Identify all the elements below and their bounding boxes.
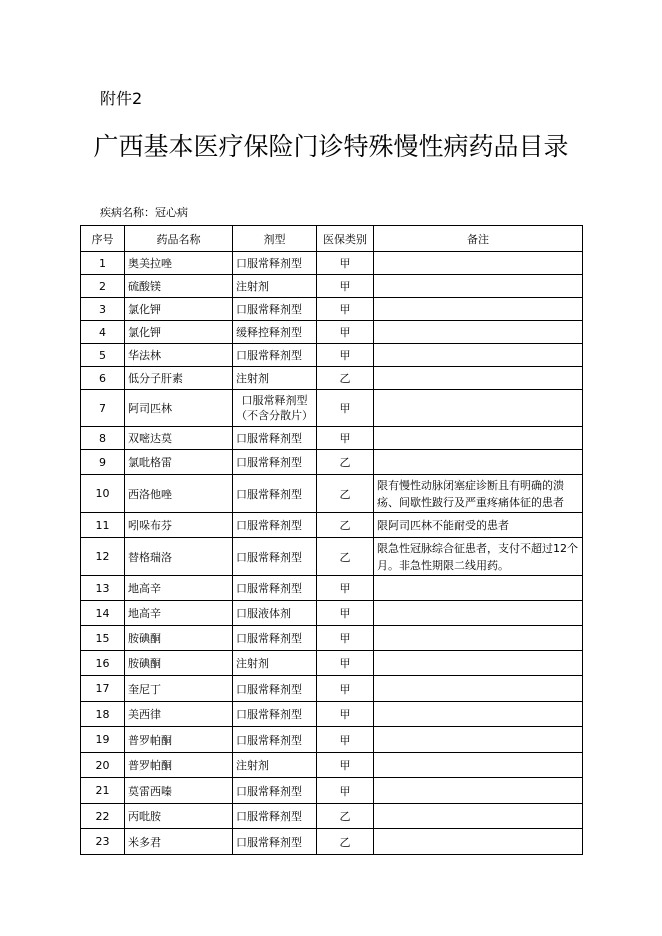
table-row <box>81 601 583 626</box>
cell-dosage-form: 口服常释剂型 <box>233 727 317 753</box>
cell-dosage-form: 口服常释剂型 <box>233 344 317 367</box>
drug-list-table <box>80 225 583 855</box>
cell-dosage-form: 口服常释剂型 <box>233 676 317 702</box>
cell-drug-name: 米多君 <box>125 829 233 855</box>
header-dosage-form: 剂型 <box>233 226 317 252</box>
header-drug-name: 药品名称 <box>125 226 233 252</box>
cell-number: 9 <box>81 450 125 475</box>
cell-insurance-category: 甲 <box>317 702 374 727</box>
cell-insurance-category: 甲 <box>317 344 374 367</box>
cell-dosage-form: 口服常释剂型 <box>233 778 317 804</box>
cell-number: 17 <box>81 676 125 702</box>
table-row <box>81 367 583 390</box>
table-row <box>81 513 583 538</box>
cell-insurance-category: 甲 <box>317 275 374 298</box>
cell-insurance-category: 乙 <box>317 538 374 576</box>
cell-insurance-category: 甲 <box>317 753 374 778</box>
cell-remarks: 限有慢性动脉闭塞症诊断且有明确的溃疡、间歇性跛行及严重疼痛体征的患者 <box>374 475 583 513</box>
cell-remarks <box>374 450 583 475</box>
cell-dosage-form: 口服常释剂型 <box>233 829 317 855</box>
cell-drug-name: 华法林 <box>125 344 233 367</box>
cell-insurance-category: 甲 <box>317 321 374 344</box>
cell-dosage-form: 口服常释剂型（不含分散片） <box>233 390 317 427</box>
cell-drug-name: 胺碘酮 <box>125 651 233 676</box>
cell-number: 3 <box>81 298 125 321</box>
cell-number: 13 <box>81 576 125 601</box>
cell-dosage-form: 注射剂 <box>233 275 317 298</box>
cell-number: 21 <box>81 778 125 804</box>
cell-drug-name: 氯化钾 <box>125 321 233 344</box>
cell-number: 14 <box>81 601 125 626</box>
page-title: 广西基本医疗保险门诊特殊慢性病药品目录 <box>93 132 569 161</box>
cell-remarks <box>374 804 583 829</box>
cell-remarks <box>374 390 583 427</box>
cell-remarks <box>374 601 583 626</box>
table-row <box>81 390 583 427</box>
table-row <box>81 829 583 855</box>
cell-insurance-category: 甲 <box>317 601 374 626</box>
table-row <box>81 702 583 727</box>
cell-drug-name: 地高辛 <box>125 576 233 601</box>
cell-dosage-form: 口服常释剂型 <box>233 702 317 727</box>
cell-remarks <box>374 275 583 298</box>
cell-remarks <box>374 576 583 601</box>
cell-remarks <box>374 252 583 275</box>
cell-remarks <box>374 676 583 702</box>
cell-dosage-form: 口服常释剂型 <box>233 576 317 601</box>
table-row <box>81 450 583 475</box>
cell-drug-name: 奎尼丁 <box>125 676 233 702</box>
table-row <box>81 275 583 298</box>
disease-name-line: 疾病名称：冠心病 <box>100 206 188 219</box>
table-row <box>81 778 583 804</box>
cell-number: 8 <box>81 427 125 450</box>
cell-drug-name: 吲哚布芬 <box>125 513 233 538</box>
cell-insurance-category: 乙 <box>317 367 374 390</box>
table-header-row <box>81 226 583 252</box>
cell-number: 20 <box>81 753 125 778</box>
cell-number: 7 <box>81 390 125 427</box>
header-remarks: 备注 <box>374 226 583 252</box>
cell-remarks <box>374 651 583 676</box>
cell-dosage-form: 口服常释剂型 <box>233 450 317 475</box>
cell-dosage-form: 口服常释剂型 <box>233 626 317 651</box>
cell-dosage-form: 缓释控释剂型 <box>233 321 317 344</box>
cell-insurance-category: 甲 <box>317 298 374 321</box>
cell-number: 4 <box>81 321 125 344</box>
cell-number: 18 <box>81 702 125 727</box>
cell-remarks <box>374 344 583 367</box>
cell-drug-name: 奥美拉唑 <box>125 252 233 275</box>
table-row <box>81 727 583 753</box>
cell-dosage-form: 口服常释剂型 <box>233 804 317 829</box>
table-row <box>81 475 583 513</box>
cell-number: 12 <box>81 538 125 576</box>
cell-drug-name: 硫酸镁 <box>125 275 233 298</box>
cell-drug-name: 丙吡胺 <box>125 804 233 829</box>
table-row <box>81 753 583 778</box>
cell-drug-name: 低分子肝素 <box>125 367 233 390</box>
cell-insurance-category: 乙 <box>317 450 374 475</box>
cell-insurance-category: 甲 <box>317 252 374 275</box>
cell-remarks <box>374 753 583 778</box>
cell-number: 23 <box>81 829 125 855</box>
cell-insurance-category: 甲 <box>317 576 374 601</box>
header-insurance-category: 医保类别 <box>317 226 374 252</box>
table-row <box>81 427 583 450</box>
cell-drug-name: 美西律 <box>125 702 233 727</box>
cell-dosage-form: 口服液体剂 <box>233 601 317 626</box>
table-row <box>81 626 583 651</box>
cell-remarks <box>374 626 583 651</box>
cell-remarks: 限阿司匹林不能耐受的患者 <box>374 513 583 538</box>
attachment-label: 附件2 <box>100 89 143 108</box>
cell-insurance-category: 甲 <box>317 390 374 427</box>
cell-number: 10 <box>81 475 125 513</box>
cell-remarks <box>374 321 583 344</box>
table-row <box>81 576 583 601</box>
cell-insurance-category: 甲 <box>317 676 374 702</box>
cell-insurance-category: 乙 <box>317 804 374 829</box>
cell-drug-name: 氯吡格雷 <box>125 450 233 475</box>
cell-insurance-category: 甲 <box>317 727 374 753</box>
cell-number: 11 <box>81 513 125 538</box>
cell-drug-name: 氯化钾 <box>125 298 233 321</box>
cell-remarks <box>374 298 583 321</box>
cell-insurance-category: 甲 <box>317 626 374 651</box>
cell-insurance-category: 乙 <box>317 513 374 538</box>
cell-remarks <box>374 727 583 753</box>
table-row <box>81 538 583 576</box>
cell-remarks <box>374 702 583 727</box>
cell-number: 1 <box>81 252 125 275</box>
cell-insurance-category: 甲 <box>317 651 374 676</box>
cell-dosage-form: 注射剂 <box>233 651 317 676</box>
cell-number: 19 <box>81 727 125 753</box>
cell-insurance-category: 乙 <box>317 475 374 513</box>
cell-drug-name: 阿司匹林 <box>125 390 233 427</box>
cell-drug-name: 地高辛 <box>125 601 233 626</box>
cell-dosage-form: 口服常释剂型 <box>233 427 317 450</box>
table-row <box>81 804 583 829</box>
cell-number: 22 <box>81 804 125 829</box>
table-row <box>81 344 583 367</box>
cell-dosage-form: 口服常释剂型 <box>233 538 317 576</box>
cell-number: 15 <box>81 626 125 651</box>
cell-dosage-form: 口服常释剂型 <box>233 252 317 275</box>
table-row <box>81 298 583 321</box>
table-row <box>81 321 583 344</box>
cell-drug-name: 普罗帕酮 <box>125 753 233 778</box>
table-row <box>81 676 583 702</box>
cell-drug-name: 西洛他唑 <box>125 475 233 513</box>
cell-drug-name: 替格瑞洛 <box>125 538 233 576</box>
cell-drug-name: 普罗帕酮 <box>125 727 233 753</box>
cell-remarks <box>374 427 583 450</box>
table-row <box>81 252 583 275</box>
cell-number: 2 <box>81 275 125 298</box>
cell-drug-name: 胺碘酮 <box>125 626 233 651</box>
cell-remarks: 限急性冠脉综合征患者，支付不超过12个月。非急性期限二线用药。 <box>374 538 583 576</box>
cell-number: 6 <box>81 367 125 390</box>
cell-drug-name: 双嘧达莫 <box>125 427 233 450</box>
cell-number: 5 <box>81 344 125 367</box>
table-row <box>81 651 583 676</box>
cell-remarks <box>374 778 583 804</box>
cell-insurance-category: 乙 <box>317 829 374 855</box>
cell-dosage-form: 口服常释剂型 <box>233 298 317 321</box>
cell-dosage-form: 注射剂 <box>233 753 317 778</box>
header-number: 序号 <box>81 226 125 252</box>
cell-dosage-form: 口服常释剂型 <box>233 475 317 513</box>
cell-insurance-category: 甲 <box>317 427 374 450</box>
cell-remarks <box>374 829 583 855</box>
cell-remarks <box>374 367 583 390</box>
cell-drug-name: 莫雷西嗪 <box>125 778 233 804</box>
cell-dosage-form: 口服常释剂型 <box>233 513 317 538</box>
cell-insurance-category: 甲 <box>317 778 374 804</box>
cell-number: 16 <box>81 651 125 676</box>
cell-dosage-form: 注射剂 <box>233 367 317 390</box>
